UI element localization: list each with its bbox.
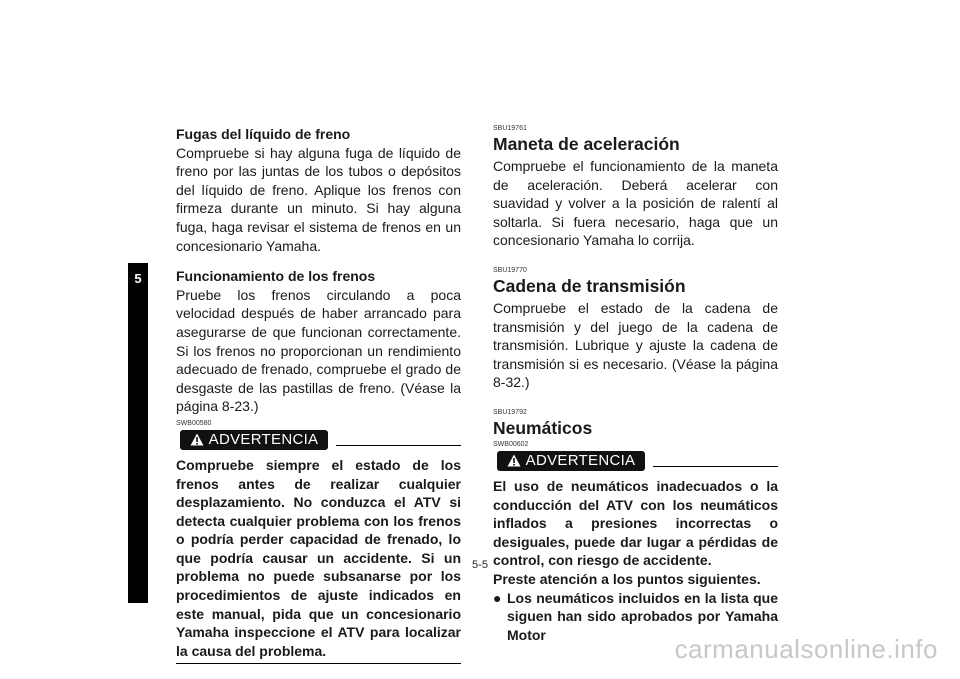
throttle-lever-text: Compruebe el funcionamiento de la maneta de aceleración. Deberá acelerar con suavidad y volver a la posición de ralentí al soltarla. Si fuera necesario, haga que un concesionario Yamaha lo corrija.: [493, 158, 778, 249]
brake-operation-text: Pruebe los frenos circulando a poca velocidad después de haber arrancado para asegurarse de que funcionan correctamente. Si los frenos no proporcionan un rendimiento adecuado de frenado, compruebe el grado de desgaste de las pastillas de freno. (Véase la página 8-23.): [176, 286, 461, 415]
brake-fluid-leak-text: Compruebe si hay alguna fuga de líquido de freno por las juntas de los tubos o depósitos del líquido de freno. Aplique los frenos con firmeza durante un minuto. Si hay alguna fuga, haga revisar el sistema de frenos en un concesionario Yamaha.: [176, 144, 461, 254]
drive-chain-heading: Cadena de transmisión: [493, 275, 686, 296]
warning-badge: [180, 430, 328, 450]
tires-attention-text: Preste atención a los puntos siguientes.: [493, 570, 761, 587]
drive-chain-section-code: SBU19770: [493, 266, 527, 274]
drive-chain-text: Compruebe el estado de la cadena de transmisión y del juego de la cadena de transmisión. Lubrique y ajuste la cadena de transmisión si es necesario. (Véase la página 8-32.): [493, 299, 778, 391]
tires-section-code: SBU19792: [493, 408, 527, 416]
bullet-text: Los neumáticos incluidos en la lista que siguen han sido aprobados por Yamaha Motor: [507, 589, 778, 643]
tires-warning-text: El uso de neumáticos inadecuados o la conducción del ATV con los neumáticos inflados a presiones incorrectas o desiguales, puede dar lugar a pérdidas de control, con riesgo de accidente.: [493, 477, 778, 569]
tires-warning-badge: [497, 451, 645, 471]
bullet-icon: ●: [493, 589, 502, 606]
right-column: [493, 125, 778, 644]
watermark: carmanualsonline.info: [674, 634, 938, 664]
tires-heading: Neumáticos: [493, 417, 593, 438]
tires-warning-code: SWB00602: [493, 440, 529, 448]
tires-warning-header: [493, 451, 778, 473]
warning-triangle-icon: [190, 433, 204, 446]
warning-triangle-icon: [507, 454, 521, 467]
brake-fluid-leak-heading: Fugas del líquido de freno: [176, 126, 351, 142]
throttle-lever-heading: Maneta de aceleración: [493, 134, 680, 154]
warning-label: ADVERTENCIA: [208, 431, 319, 449]
warning-header: [176, 430, 461, 452]
warning-box: [176, 456, 461, 665]
warning-code: SWB00580: [176, 419, 212, 427]
chapter-tab: [128, 263, 148, 603]
left-column: [176, 125, 461, 664]
tires-warning-rule: [653, 466, 778, 468]
chapter-number: 5: [134, 271, 142, 286]
warning-rule: [336, 445, 461, 447]
page-number: 5-5: [472, 559, 488, 571]
warning-text: Compruebe siempre el estado de los frenos antes de realizar cualquier desplazamiento. No conduzca el ATV si detecta cualquier problema con los frenos o podría perder capacidad de frenado, lo que podría causar un accidente. Si un problema no puede subsanarse por los procedimientos de ajuste indicados en este manual, pida que un concesionario Yamaha inspeccione el ATV para localizar la causa del problema.: [176, 456, 461, 659]
tires-warning-label: ADVERTENCIA: [525, 452, 636, 470]
brake-operation-heading: Funcionamiento de los frenos: [176, 268, 376, 285]
throttle-section-code: SBU19761: [493, 125, 527, 132]
